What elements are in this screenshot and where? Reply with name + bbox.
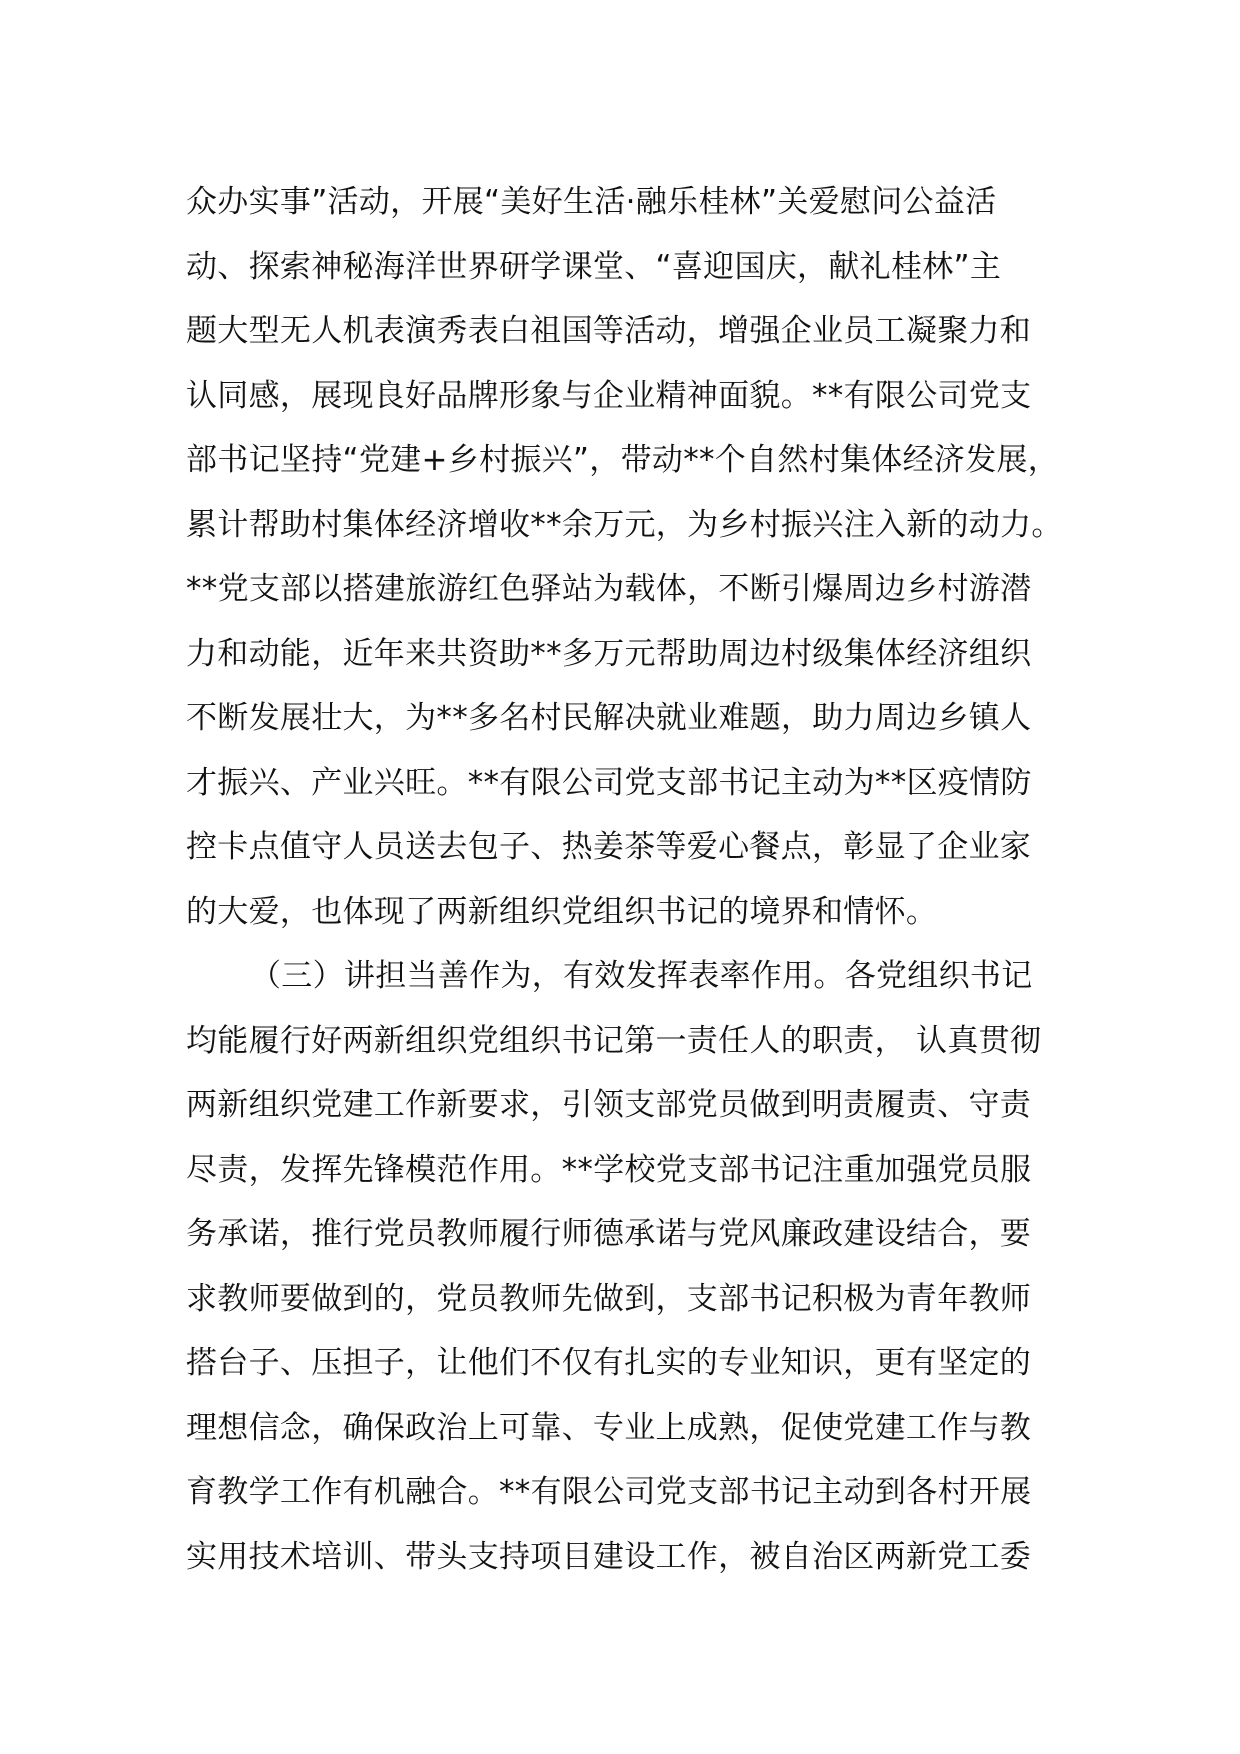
text-line: 理想信念，确保政治上可靠、专业上成熟，促使党建工作与教 <box>186 1409 1032 1446</box>
body-text <box>186 170 1086 1589</box>
text-line: **党支部以搭建旅游红色驿站为载体，不断引爆周边乡村游潜 <box>186 571 1032 607</box>
text-line: 两新组织党建工作新要求，引领支部党员做到明责履责、守责 <box>186 1087 1032 1123</box>
text-line: 部书记坚持“党建+乡村振兴”，带动**个自然村集体经济发展， <box>186 442 1060 478</box>
text-line: 才振兴、产业兴旺。**有限公司党支部书记主动为**区疫情防 <box>186 764 1032 801</box>
text-line: 均能履行好两新组织党组织书记第一责任人的职责， 认真贯彻 <box>186 1022 1042 1059</box>
text-line: 的大爱，也体现了两新组织党组织书记的境界和情怀。 <box>186 893 938 930</box>
text-line: 求教师要做到的，党员教师先做到，支部书记积极为青年教师 <box>186 1280 1032 1317</box>
section-heading-line: （三）讲担当善作为，有效发挥表率作用。各党组织书记 <box>250 958 1033 994</box>
text-line: 控卡点值守人员送去包子、热姜茶等爱心餐点，彰显了企业家 <box>186 829 1032 865</box>
text-line: 众办实事”活动，开展“美好生活·融乐桂林”关爱慰问公益活 <box>186 184 997 220</box>
text-line: 尽责，发挥先锋模范作用。**学校党支部书记注重加强党员服 <box>186 1151 1032 1188</box>
text-line: 力和动能，近年来共资助**多万元帮助周边村级集体经济组织 <box>186 635 1032 672</box>
text-line: 搭台子、压担子，让他们不仅有扎实的专业知识，更有坚定的 <box>186 1345 1032 1381</box>
text-line: 题大型无人机表演秀表白祖国等活动，增强企业员工凝聚力和 <box>186 313 1032 349</box>
text-line: 认同感，展现良好品牌形象与企业精神面貌。**有限公司党支 <box>186 377 1032 414</box>
text-line: 不断发展壮大，为**多名村民解决就业难题，助力周边乡镇人 <box>186 700 1032 736</box>
text-line: 务承诺，推行党员教师履行师德承诺与党风廉政建设结合，要 <box>186 1216 1032 1252</box>
text-line: 累计帮助村集体经济增收**余万元，为乡村振兴注入新的动力。 <box>186 506 1063 543</box>
text-line: 动、探索神秘海洋世界研学课堂、“喜迎国庆，献礼桂林”主 <box>186 248 1002 285</box>
text-line: 实用技术培训、带头支持项目建设工作，被自治区两新党工委 <box>186 1538 1032 1575</box>
text-line: 育教学工作有机融合。**有限公司党支部书记主动到各村开展 <box>186 1474 1032 1510</box>
